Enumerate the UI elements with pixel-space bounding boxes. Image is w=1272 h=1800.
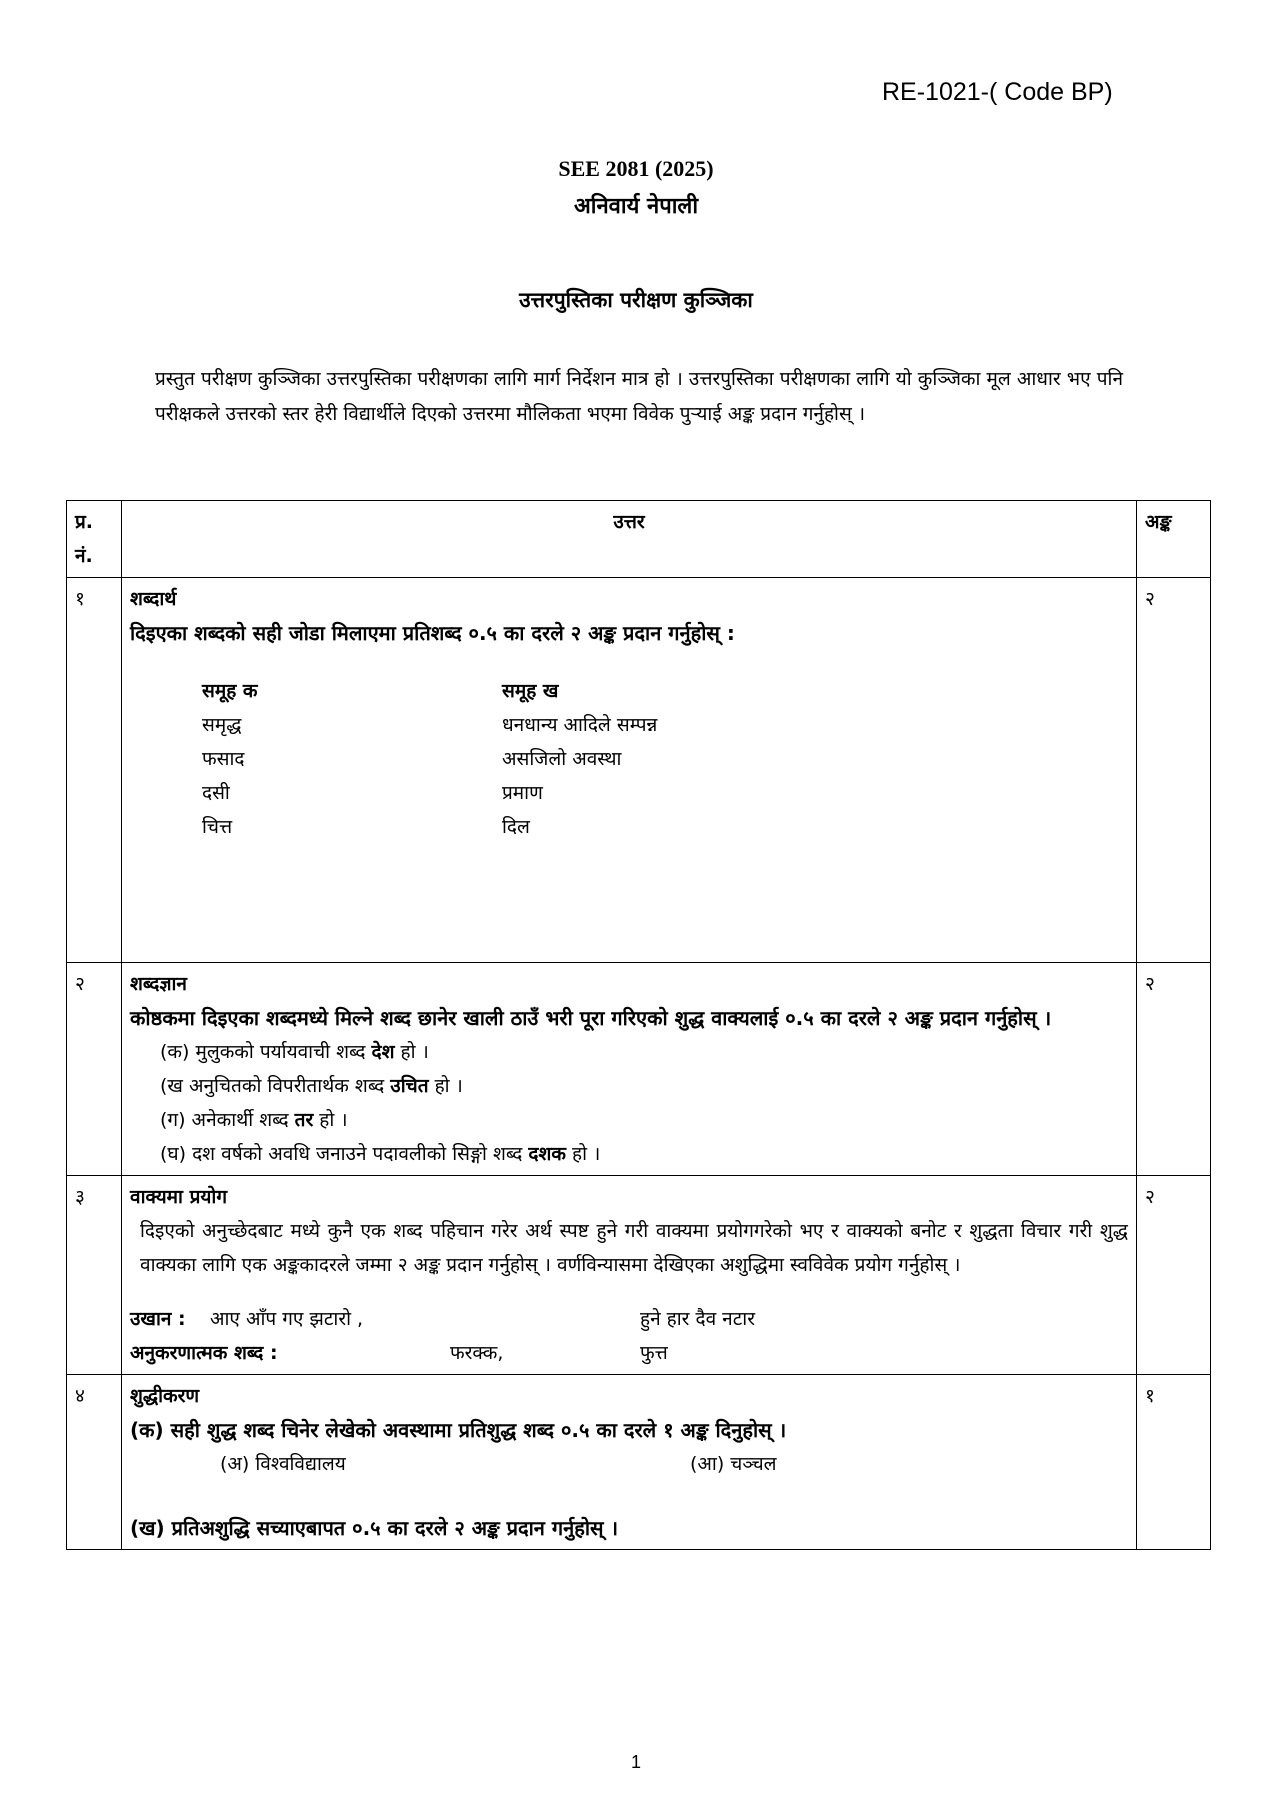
pair-word-a: चित्त: [202, 816, 233, 838]
q4-part-a: (क) सही शुद्ध शब्द चिनेर लेखेको अवस्थामा प्रतिशुद्ध शब्द ०.५ का दरले १ अङ्क दिनुहोस् ।: [130, 1418, 787, 1442]
intro-paragraph: प्रस्तुत परीक्षण कुञ्जिका उत्तरपुस्तिका परीक्षणका लागि मार्ग निर्देशन मात्र हो । उत्तरपुस्तिका परीक्षणका लागि यो कुञ्जिका मूल आधार भए पनि परीक्षकले उत्तरको स्तर हेरी विद्यार्थीले दिएको उत्तरमा मौलिकता भएमा विवेक पुऱ्याई अङ्क प्रदान गर्नुहोस् ।: [155, 368, 1123, 425]
q4-word-2: (आ) चञ्चल: [690, 1453, 777, 1475]
pair-word-a: दसी: [202, 782, 230, 804]
item-text: (घ) दश वर्षको अवधि जनाउने पदावलीको सिङ्गो शब्द: [160, 1143, 529, 1165]
q1-heading: शब्दार्थ: [130, 588, 177, 610]
list-item: [130, 1069, 1128, 1103]
col-header-answer: उत्तर: [122, 501, 1137, 578]
pair-word-a: समृद्ध: [202, 714, 242, 736]
list-item: [130, 708, 1128, 742]
anukaran-row: [130, 1336, 1128, 1370]
q2-heading: शब्दज्ञान: [130, 973, 187, 995]
pair-word-b: असजिलो अवस्था: [502, 748, 622, 770]
page-number: 1: [630, 1752, 641, 1772]
q1-answer-cell: [122, 578, 1137, 963]
col-header-marks: अङ्क: [1137, 501, 1211, 578]
q2-number: २: [67, 963, 122, 1176]
list-item: [130, 742, 1128, 776]
q2-marks: २: [1137, 963, 1211, 1176]
item-answer: देश: [371, 1041, 395, 1063]
item-text: (ग) अनेकार्थी शब्द: [160, 1109, 295, 1131]
pair-word-b: प्रमाण: [502, 782, 543, 804]
list-item: [130, 1035, 1128, 1069]
item-text: (ख अनुचितको विपरीतार्थक शब्द: [160, 1075, 391, 1097]
anukaran-label: अनुकरणात्मक शब्द :: [130, 1342, 278, 1364]
group-b-label: समूह ख: [502, 680, 559, 702]
q3-answer-cell: [122, 1176, 1137, 1375]
item-text: हो ।: [394, 1041, 429, 1063]
pair-word-b: दिल: [502, 816, 530, 838]
ukhan-label: उखान :: [130, 1308, 186, 1330]
q3-number: ३: [67, 1176, 122, 1375]
q2-answer-cell: [122, 963, 1137, 1176]
item-answer: तर: [294, 1109, 314, 1131]
q4-part-b: (ख) प्रतिअशुद्धि सच्याएबापत ०.५ का दरले २ अङ्क प्रदान गर्नुहोस् ।: [130, 1516, 619, 1540]
q3-marks: २: [1137, 1176, 1211, 1375]
q4-marks: १: [1137, 1375, 1211, 1550]
item-text: (क) मुलुकको पर्यायवाची शब्द: [160, 1041, 372, 1063]
table-row-q1: [67, 578, 1211, 963]
pair-word-a: फसाद: [202, 748, 245, 770]
item-answer: दशक: [528, 1143, 566, 1165]
ukhan-row: [130, 1302, 1128, 1336]
q1-number: १: [67, 578, 122, 963]
table-row-q4: [67, 1375, 1211, 1550]
ukhan-example-1: आए आँप गए झटारो ,: [210, 1308, 364, 1330]
subject-title: अनिवार्य नेपाली: [573, 194, 699, 219]
paper-code: RE-1021-( Code BP): [882, 78, 1113, 106]
table-row-q3: [67, 1176, 1211, 1375]
pair-word-b: धनधान्य आदिले सम्पन्न: [502, 714, 658, 736]
item-text: हो ।: [428, 1075, 463, 1097]
ukhan-example-2: हुने हार दैव नटार: [640, 1308, 755, 1330]
q3-instruction: दिइएको अनुच्छेदबाट मध्ये कुनै एक शब्द पहिचान गरेर अर्थ स्पष्ट हुने गरी वाक्यमा प्रयोगगरेको भए र वाक्यको बनोट र शुद्धता विचार गरी शुद्ध वाक्यका लागि एक अङ्ककादरले जम्मा २ अङ्क प्रदान गर्नुहोस् । वर्णविन्यासमा देखिएका अशुद्धिमा स्वविवेक प्रयोग गर्नुहोस् ।: [140, 1220, 1128, 1276]
q1-group-headers: [130, 674, 1128, 708]
list-item: [130, 1137, 1128, 1171]
list-item: [130, 776, 1128, 810]
table-header-row: [67, 501, 1211, 578]
item-text: हो ।: [566, 1143, 601, 1165]
q4-answer-cell: [122, 1375, 1137, 1550]
list-item: [130, 810, 1128, 844]
q4-words-row: [130, 1447, 1128, 1481]
q1-marks: २: [1137, 578, 1211, 963]
col-header-qno: प्र. नं.: [67, 501, 122, 578]
item-answer: उचित: [390, 1075, 429, 1097]
q2-instruction: कोष्ठकमा दिइएका शब्दमध्ये मिल्ने शब्द छानेर खाली ठाउँ भरी पूरा गरिएको शुद्ध वाक्यलाई ०.५ का दरले २ अङ्क प्रदान गर्नुहोस् ।: [130, 1006, 1052, 1030]
group-a-label: समूह क: [202, 680, 258, 702]
table-row-q2: [67, 963, 1211, 1176]
item-text: हो ।: [313, 1109, 348, 1131]
anukaran-example-1: फरक्क,: [450, 1342, 504, 1364]
anukaran-example-2: फुत्त: [640, 1342, 668, 1364]
key-title: उत्तरपुस्तिका परीक्षण कुञ्जिका: [519, 288, 753, 312]
q4-heading: शुद्धीकरण: [130, 1385, 200, 1407]
q1-instruction: दिइएका शब्दको सही जोडा मिलाएमा प्रतिशब्द ०.५ का दरले २ अङ्क प्रदान गर्नुहोस् :: [130, 621, 735, 645]
q3-heading: वाक्यमा प्रयोग: [130, 1186, 228, 1208]
q4-word-1: (अ) विश्वविद्यालय: [220, 1453, 346, 1475]
q4-number: ४: [67, 1375, 122, 1550]
answer-key-table: [66, 500, 1211, 1550]
list-item: [130, 1103, 1128, 1137]
exam-title: SEE 2081 (2025): [558, 156, 714, 181]
